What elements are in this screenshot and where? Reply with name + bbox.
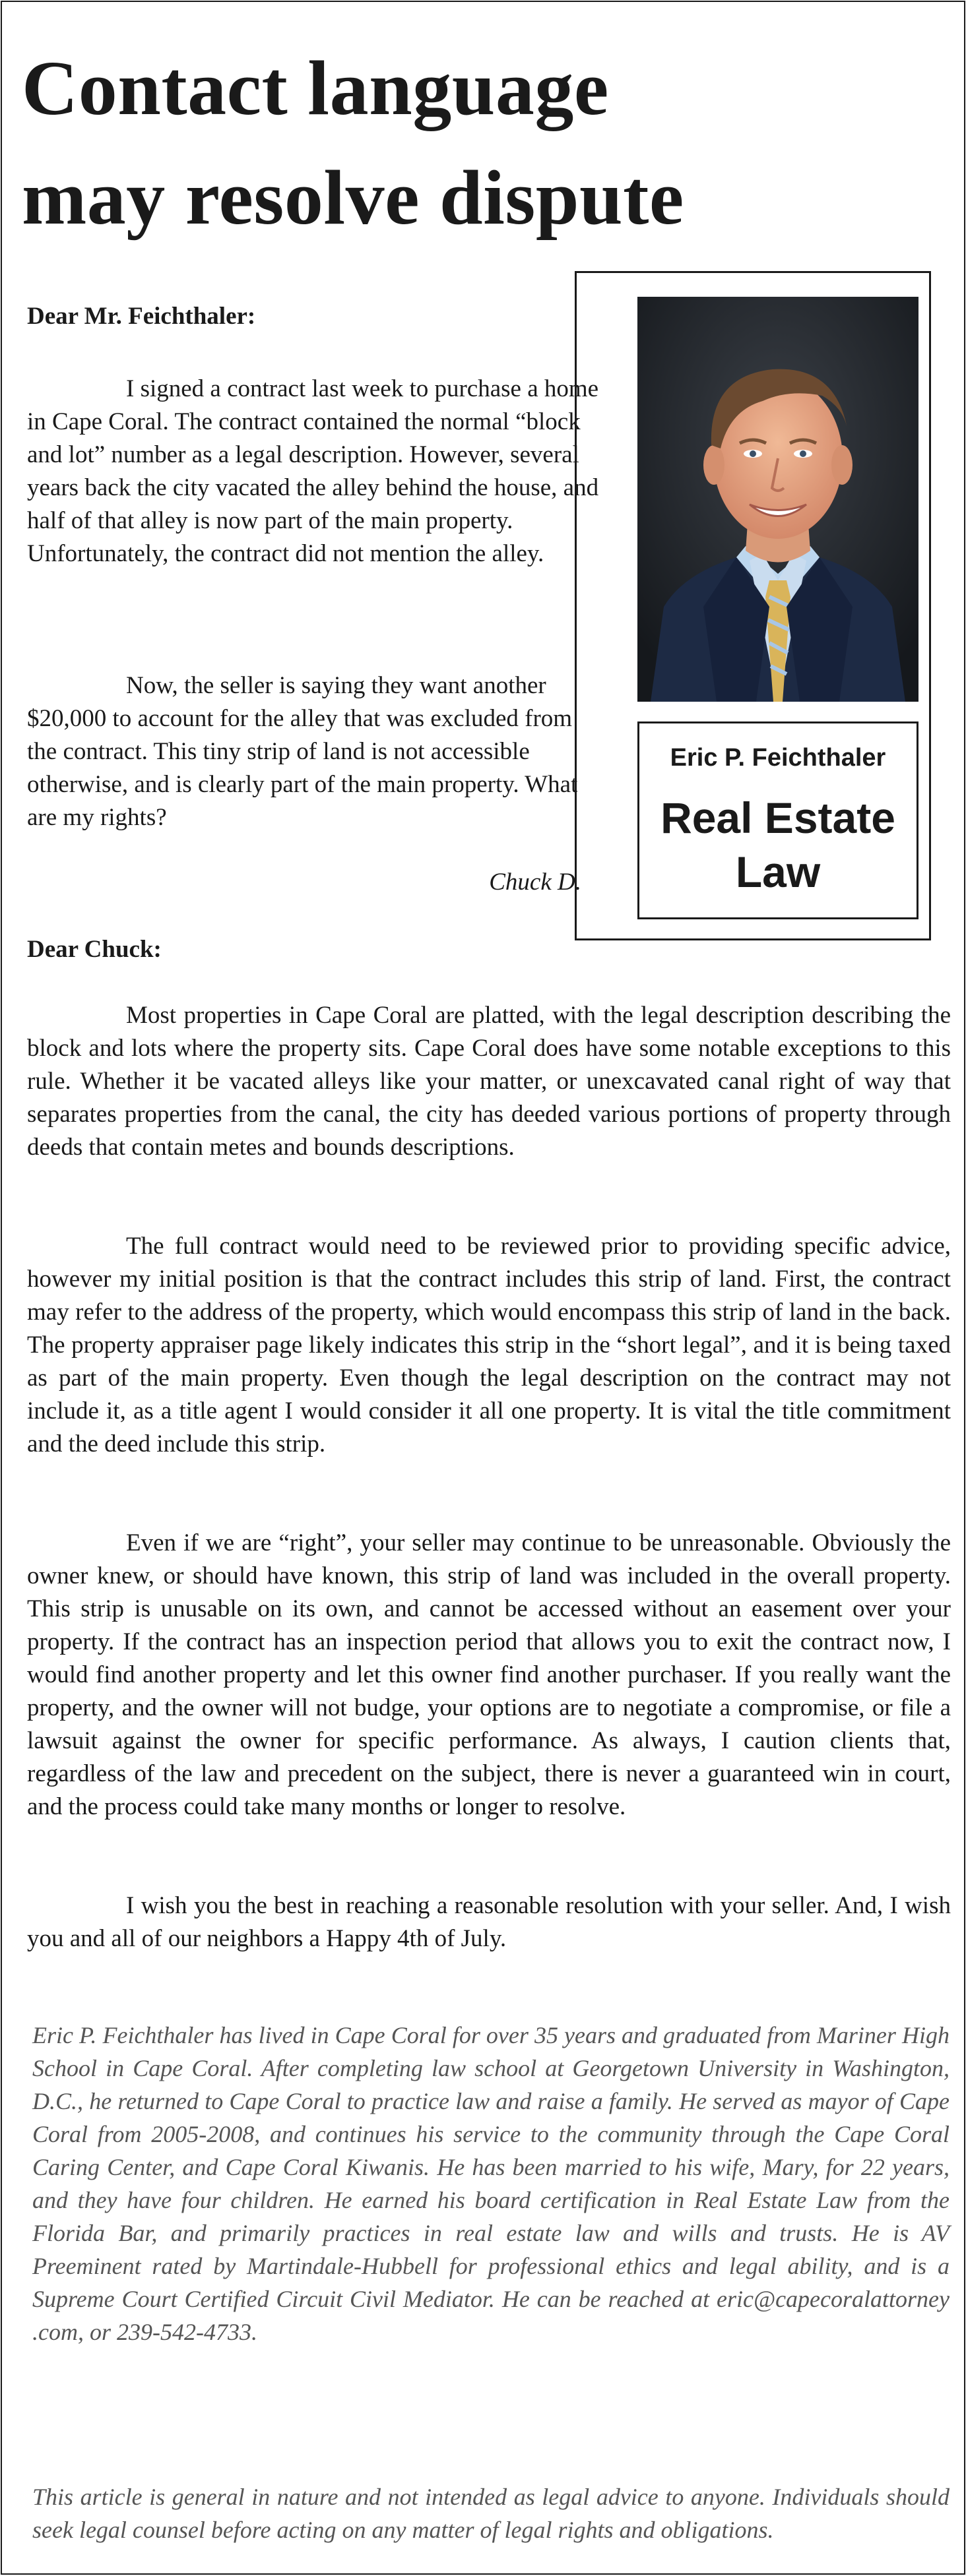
portrait-photo-icon [637,297,918,702]
legal-disclaimer: This article is general in nature and not intended as legal advice to anyone. Individuals should seek legal counsel before acting on any matter of legal rights and obligations. [32,2484,950,2543]
response-paragraph-3: Even if we are “right”, your seller may continue to be unreasonable. Obviously the owner knew, or should have known, this strip of land was included in the overall property. This strip is unusable on its own, and cannot be accessed without an easement over your property. If the contract has an inspection period that allows you to exit the contract now, I would find another property and let this owner find another purchaser. If you really want the property, and the owner will not budge, your options are to negotiate a compromise, or file a lawsuit against the owner for specific performance. As always, I caution clients that, regardless of the law and precedent on the subject, there is never a guaranteed win in court, and the process could take many months or longer to resolve. [27,1529,951,1820]
response-salutation: Dear Chuck: [27,936,162,963]
author-portrait [637,297,918,702]
headline [22,34,932,253]
column-title-box [637,721,918,919]
letter-paragraph-1: I signed a contract last week to purchase a home in Cape Coral. The contract contained the normal “block and lot” number as a legal description. However, several years back the city vacated the alley behind the house, and half of that alley is now part of the main property. Unfortunately, the contract did not mention the alley. [27,375,599,567]
author-box [575,271,931,940]
article-page [1,1,965,2575]
response-paragraph-4: I wish you the best in reaching a reasonable resolution with your seller. And, I wish you and all of our neighbors a Happy 4th of July. [27,1892,951,1952]
response-paragraph-1: Most properties in Cape Coral are platted, with the legal description describing the block and lots where the property sits. Cape Coral does have some notable exceptions to this rule. Whether it be vacated alleys like your matter, or unexcavated canal right of way that separates properties from the canal, the city has deeded various portions of property through deeds that contain metes and bounds descriptions. [27,1002,951,1161]
column-title-line-1: Real Estate [660,793,895,842]
letter-salutation: Dear Mr. Feichthaler: [27,303,256,330]
headline-line-2: may resolve dispute [22,154,684,241]
column-title [639,791,917,899]
headline-line-1: Contact language [22,45,609,131]
author-name: Eric P. Feichthaler [670,744,886,772]
author-bio: Eric P. Feichthaler has lived in Cape Coral for over 35 years and graduated from Mariner High School in Cape Coral. After completing law school at Georgetown University in Washington, D.C., he returned to Cape Coral to practice law and raise a family. He served as mayor of Cape Coral from 2005-2008, and continues his service to the community through the Cape Coral Caring Center, and Cape Coral Kiwanis. He has been married to his wife, Mary, for 22 years, and they have four children. He earned his board certification in Real Estate Law from the Florida Bar, and primarily practices in real estate law and wills and trusts. He is AV Preeminent rated by Martindale-Hubbell for professional ethics and legal ability, and is a Supreme Court Certified Circuit Civil Mediator. He can be reached at eric@capecoralattorney .com, or 239-542-4733. [32,2022,950,2345]
letter-signature: Chuck D. [489,869,581,896]
response-paragraph-2: The full contract would need to be reviewed prior to providing specific advice, however my initial position is that the contract includes this strip of land. First, the contract may refer to the address of the property, which would encompass this strip of land in the back. The property appraiser page likely indicates this strip in the “short legal”, and it is being taxed as part of the main property. Even though the legal description on the contract may not include it, as a title agent I would consider it all one property. It is vital the title commitment and the deed include this strip. [27,1233,951,1457]
letter-paragraph-2: Now, the seller is saying they want another $20,000 to account for the alley that was excluded from the contract. This tiny strip of land is not accessible otherwise, and is clearly part of the main property. What are my rights? [27,672,578,831]
column-title-line-2: Law [735,847,821,896]
